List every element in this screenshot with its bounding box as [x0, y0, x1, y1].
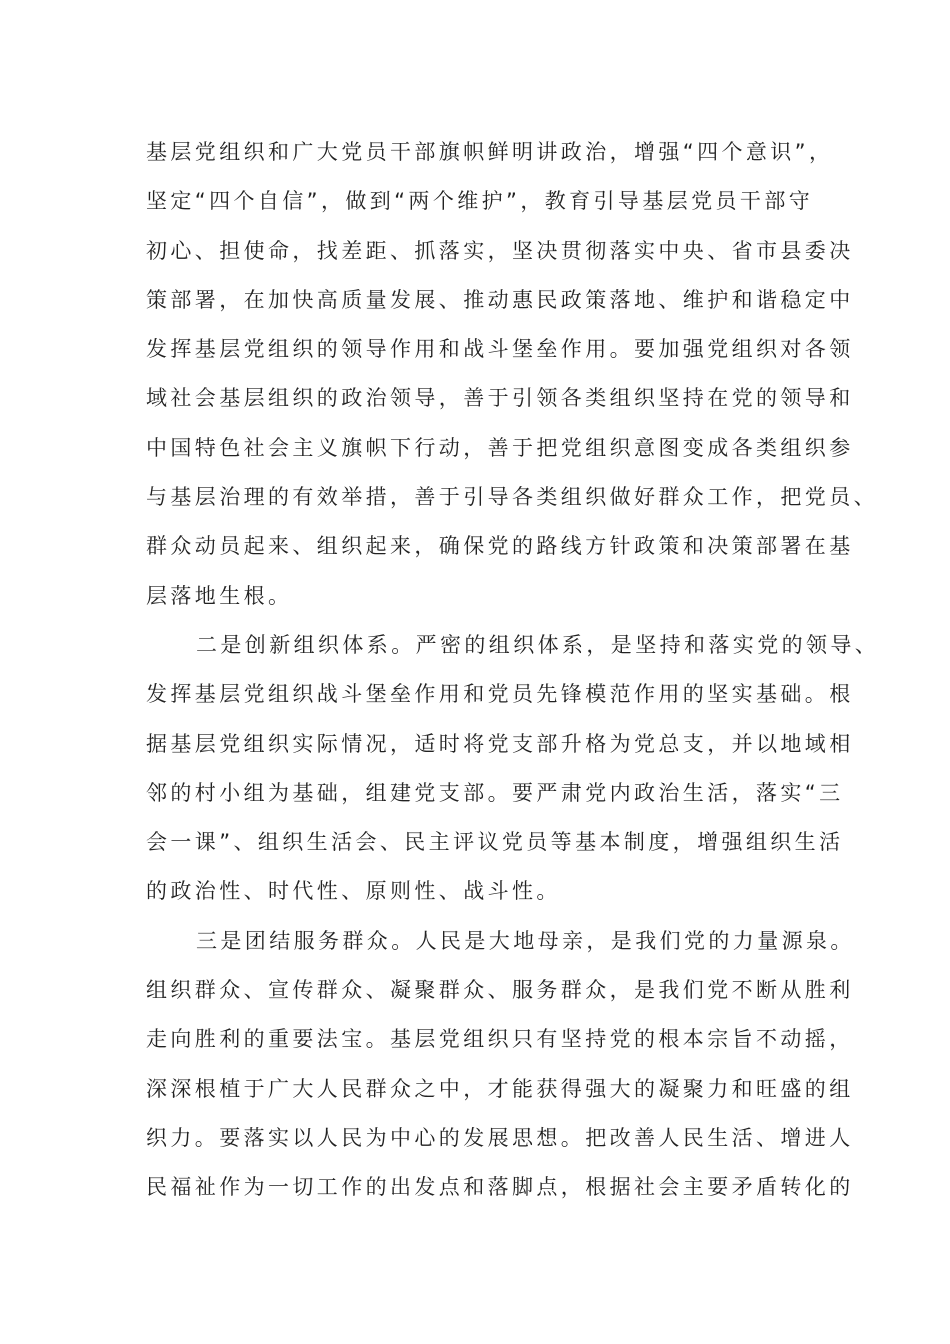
- text-line: 的政治性、时代性、原则性、战斗性。: [146, 879, 561, 904]
- text-line: 初心、担使命，找差距、抓落实，坚决贯彻落实中央、省市县委决: [146, 238, 854, 263]
- text-line: 会一课”、组织生活会、民主评议党员等基本制度，增强组织生活: [146, 830, 844, 855]
- document-body: [146, 128, 880, 1213]
- text-line: 组织群众、宣传群众、凝聚群众、服务群众，是我们党不断从胜利: [146, 978, 854, 1003]
- text-line: 走向胜利的重要法宝。基层党组织只有坚持党的根本宗旨不动摇，: [146, 1027, 854, 1052]
- text-line: 层落地生根。: [146, 583, 293, 608]
- text-line: 民福祉作为一切工作的出发点和落脚点，根据社会主要矛盾转化的: [146, 1175, 854, 1200]
- text-line: 织力。要落实以人民为中心的发展思想。把改善人民生活、增进人: [146, 1125, 854, 1150]
- text-line: 发挥基层党组织战斗堡垒作用和党员先锋模范作用的坚实基础。根: [146, 682, 854, 707]
- text-line: 与基层治理的有效举措，善于引导各类组织做好群众工作，把党员、: [146, 485, 878, 510]
- paragraph-start-line: 三是团结服务群众。人民是大地母亲，是我们党的力量源泉。: [196, 928, 855, 953]
- paragraph-start-line: 二是创新组织体系。严密的组织体系，是坚持和落实党的领导、: [196, 632, 880, 657]
- text-line: 群众动员起来、组织起来，确保党的路线方针政策和决策部署在基: [146, 534, 854, 559]
- text-line: 基层党组织和广大党员干部旗帜鲜明讲政治，增强“四个意识”，: [146, 140, 834, 164]
- text-line: 坚定“四个自信”，做到“两个维护”，教育引导基层党员干部守: [146, 189, 814, 214]
- text-line: 发挥基层党组织的领导作用和战斗堡垒作用。要加强党组织对各领: [146, 337, 854, 362]
- text-line: 深深根植于广大人民群众之中，才能获得强大的凝聚力和旺盛的组: [146, 1076, 854, 1101]
- text-line: 据基层党组织实际情况，适时将党支部升格为党总支，并以地域相: [146, 731, 854, 756]
- text-line: 策部署，在加快高质量发展、推动惠民政策落地、维护和谐稳定中: [146, 287, 854, 312]
- text-line: 邻的村小组为基础，组建党支部。要严肃党内政治生活，落实“三: [146, 780, 844, 805]
- text-line: 域社会基层组织的政治领导，善于引领各类组织坚持在党的领导和: [146, 386, 854, 411]
- text-line: 中国特色社会主义旗帜下行动，善于把党组织意图变成各类组织参: [146, 435, 854, 460]
